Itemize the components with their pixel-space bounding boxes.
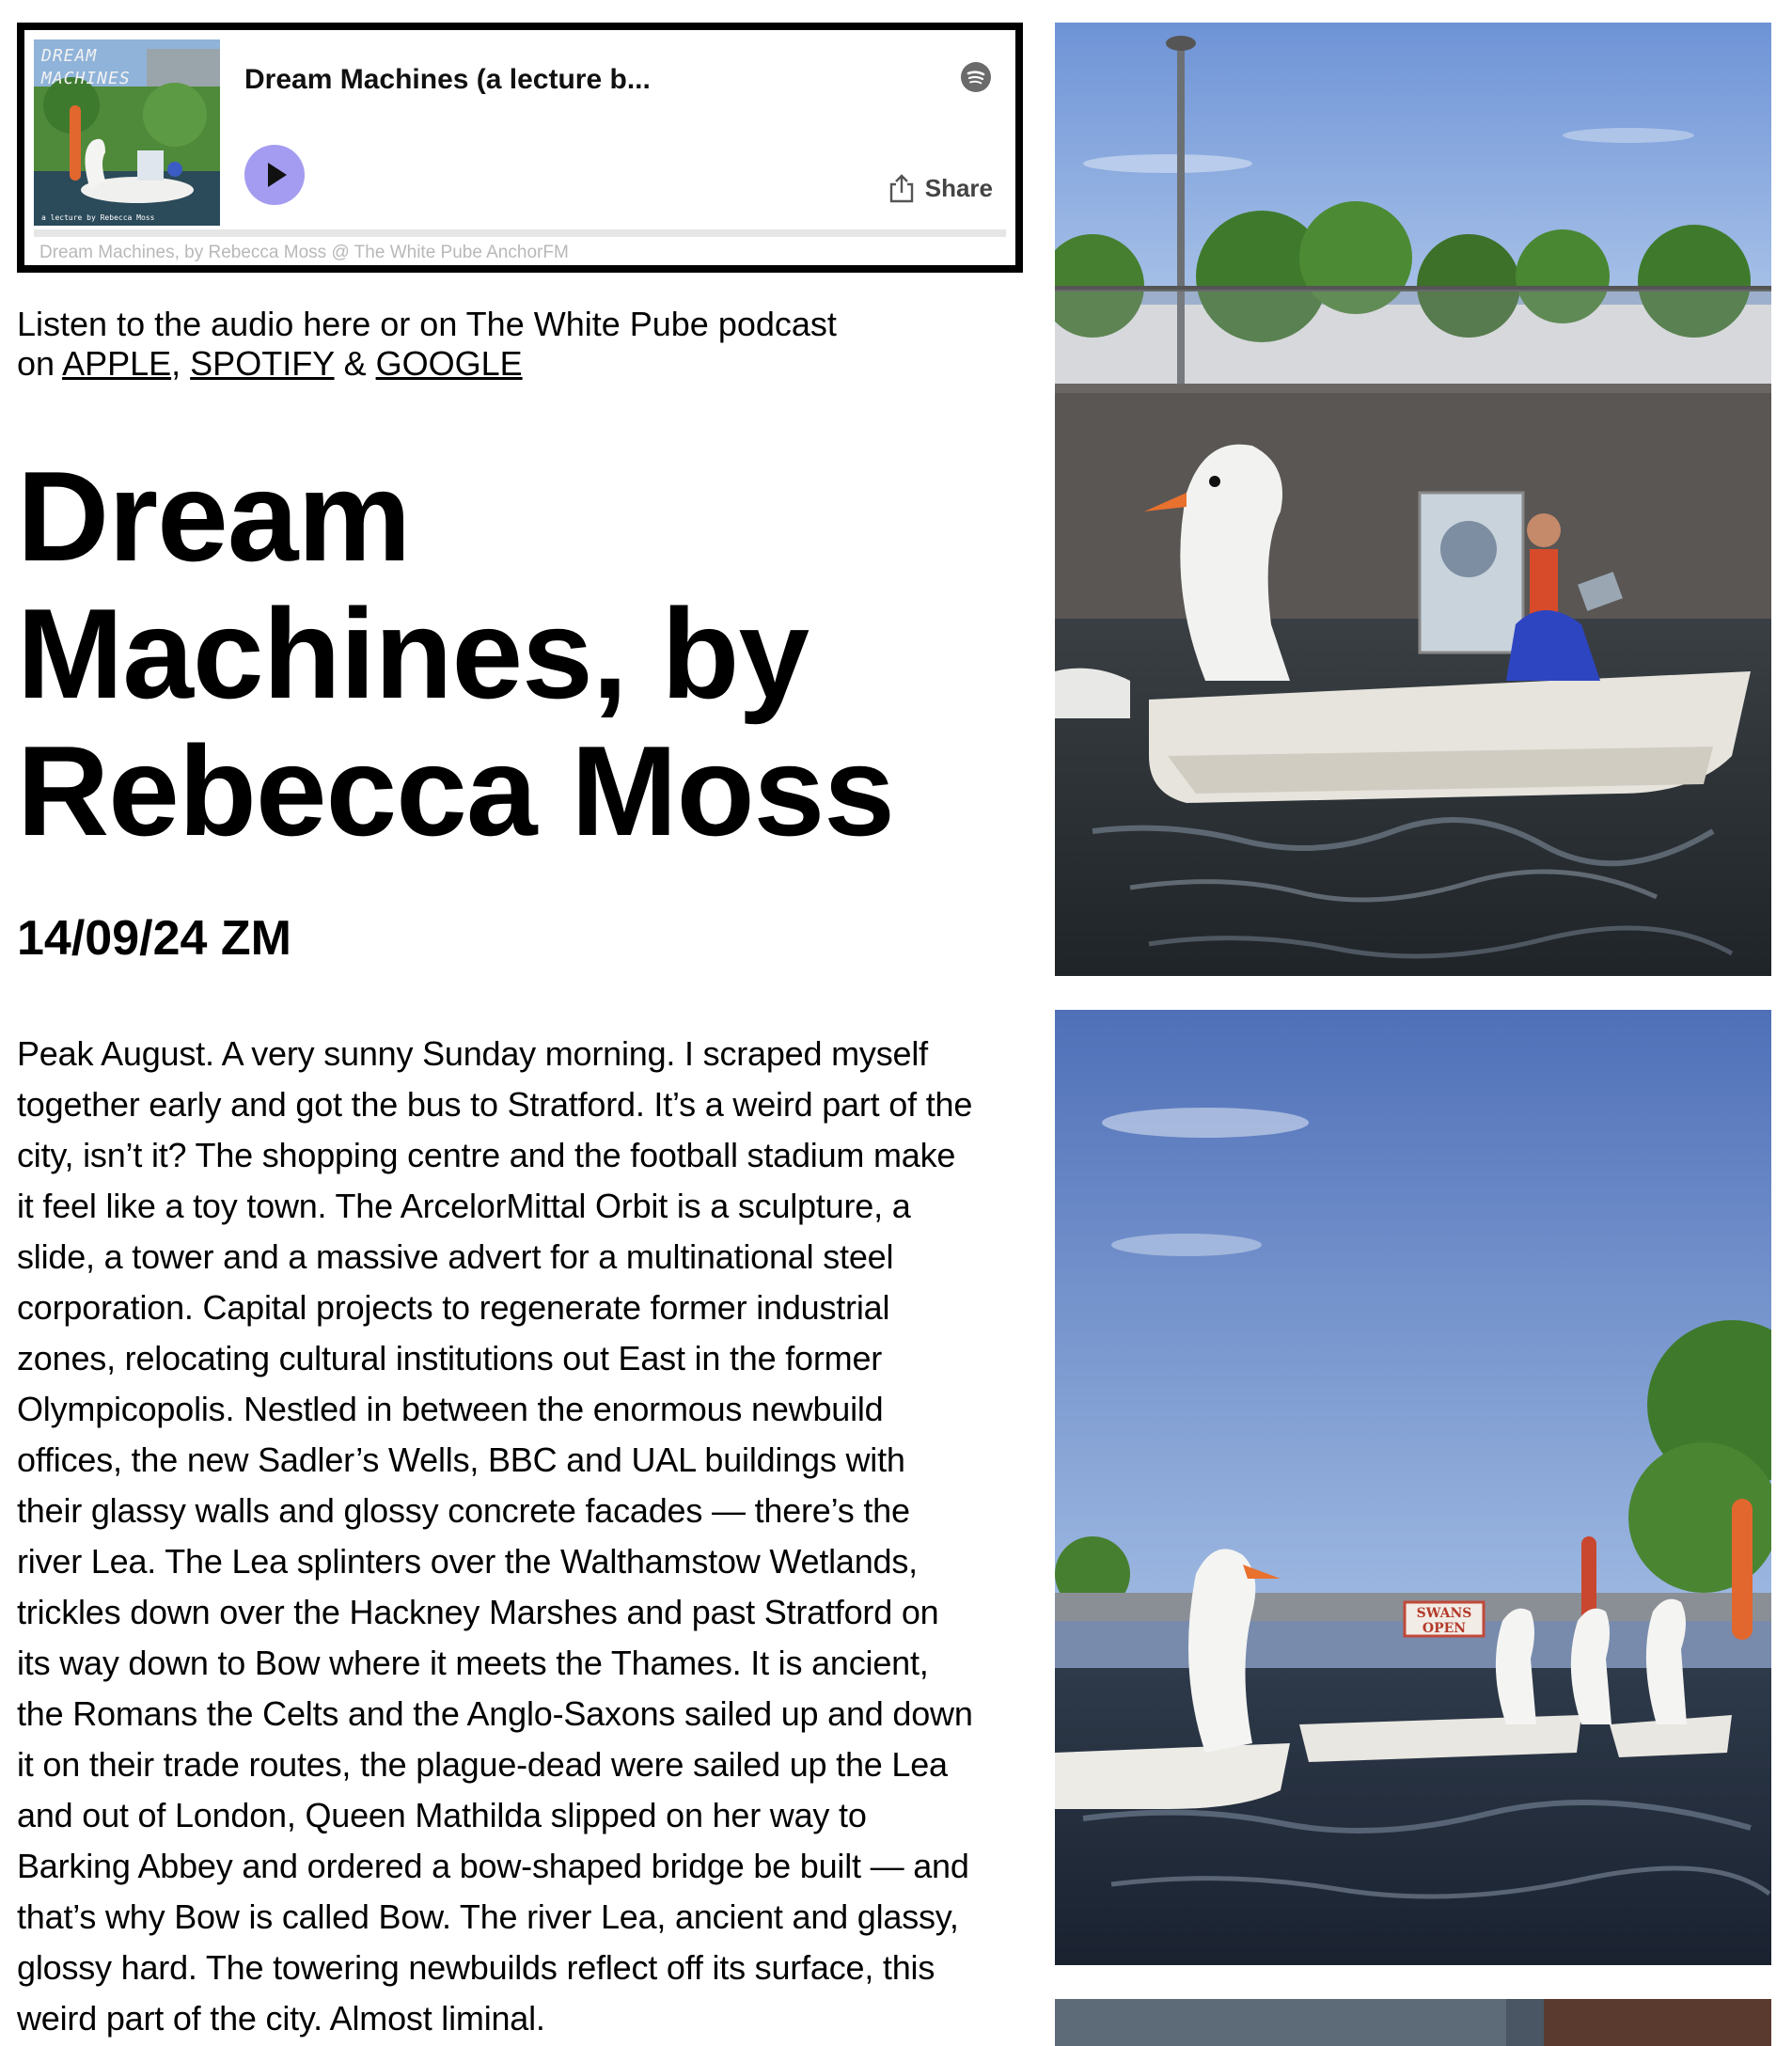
play-button[interactable] <box>244 145 305 205</box>
podcast-player-body <box>30 36 1010 260</box>
google-link[interactable]: GOOGLE <box>375 344 523 383</box>
article-body-line: Peak August. A very sunny Sunday morning. I scraped myself <box>17 1034 928 1073</box>
article-title-line: Rebecca Moss <box>17 719 894 862</box>
intro-links-line <box>17 344 1014 384</box>
podcast-player <box>17 23 1023 273</box>
spotify-link[interactable]: SPOTIFY <box>190 344 335 383</box>
article-body-line: Barking Abbey and ordered a bow-shaped bridge be built — and <box>17 1847 969 1885</box>
sign-text: OPEN <box>1422 1621 1467 1636</box>
article-title-line: Dream <box>17 445 411 588</box>
link-separator: & <box>343 344 367 383</box>
article-body-line: it on their trade routes, the plague-dead were sailed up the Lea <box>17 1745 948 1784</box>
playback-progress-bar[interactable] <box>34 229 1006 237</box>
article-body-line: weird part of the city. Almost liminal. <box>17 1999 545 2038</box>
apple-link[interactable]: APPLE <box>62 344 172 383</box>
article-body-line: their glassy walls and glossy concrete facades — there’s the <box>17 1491 910 1530</box>
article-body-line: its way down to Bow where it meets the Thames. It is ancient, <box>17 1644 929 1682</box>
link-separator: , <box>171 344 181 383</box>
article-body-line: city, isn’t it? The shopping centre and the football stadium make <box>17 1136 956 1174</box>
photo-building-partial <box>1055 1999 1771 2046</box>
share-label: Share <box>924 173 993 202</box>
intro-prefix: on <box>17 344 55 383</box>
article-body-line: together early and got the bus to Stratford. It’s a weird part of the <box>17 1085 973 1124</box>
intro-line: Listen to the audio here or on The White Pube podcast <box>17 305 837 343</box>
article-body-line: glossy hard. The towering newbuilds reflect off its surface, this <box>17 1948 935 1987</box>
cover-title <box>41 45 131 90</box>
article-body-line: and out of London, Queen Mathilda slipped on her way to <box>17 1796 867 1834</box>
article-body-line: the Romans the Celts and the Anglo-Saxons sailed up and down <box>17 1694 973 1733</box>
article-title <box>17 445 1014 862</box>
spotify-icon[interactable] <box>961 62 991 92</box>
article-body-line: offices, the new Sadler’s Wells, BBC and UAL buildings with <box>17 1440 905 1479</box>
player-credit[interactable]: Dream Machines, by Rebecca Moss @ The White Pube AnchorFM <box>39 243 569 262</box>
article-body-line: Olympicopolis. Nestled in between the enormous newbuild <box>17 1390 884 1428</box>
share-button[interactable] <box>888 173 993 203</box>
photo-swan-boats-river <box>1055 1010 1771 1965</box>
article-title-line: Machines, by <box>17 582 810 725</box>
sign-text: SWANS <box>1416 1606 1472 1621</box>
cover-title-line: DREAM <box>41 46 98 66</box>
article-body-line: it feel like a toy town. The ArcelorMittal Orbit is a sculpture, a <box>17 1187 911 1225</box>
article-body-line: that’s why Bow is called Bow. The river Lea, ancient and glassy, <box>17 1897 959 1936</box>
listen-intro <box>17 305 1014 384</box>
photo-swan-boat-lecture <box>1055 23 1771 976</box>
article-date-author: 14/09/24 ZM <box>17 911 291 966</box>
share-icon <box>888 173 916 203</box>
episode-title[interactable]: Dream Machines (a lecture b... <box>244 64 651 95</box>
article-body <box>17 1029 1004 2044</box>
cover-caption: a lecture by Rebecca Moss <box>41 213 155 222</box>
cover-title-line: MACHINES <box>41 69 131 88</box>
article-body-line: trickles down over the Hackney Marshes and past Stratford on <box>17 1593 939 1631</box>
article-body-line: slide, a tower and a massive advert for a multinational steel <box>17 1237 894 1276</box>
article-body-line: zones, relocating cultural institutions out East in the former <box>17 1339 883 1377</box>
article-body-line: river Lea. The Lea splinters over the Walthamstow Wetlands, <box>17 1542 918 1581</box>
article-body-line: corporation. Capital projects to regenerate former industrial <box>17 1288 890 1327</box>
episode-cover-art[interactable] <box>34 39 220 226</box>
